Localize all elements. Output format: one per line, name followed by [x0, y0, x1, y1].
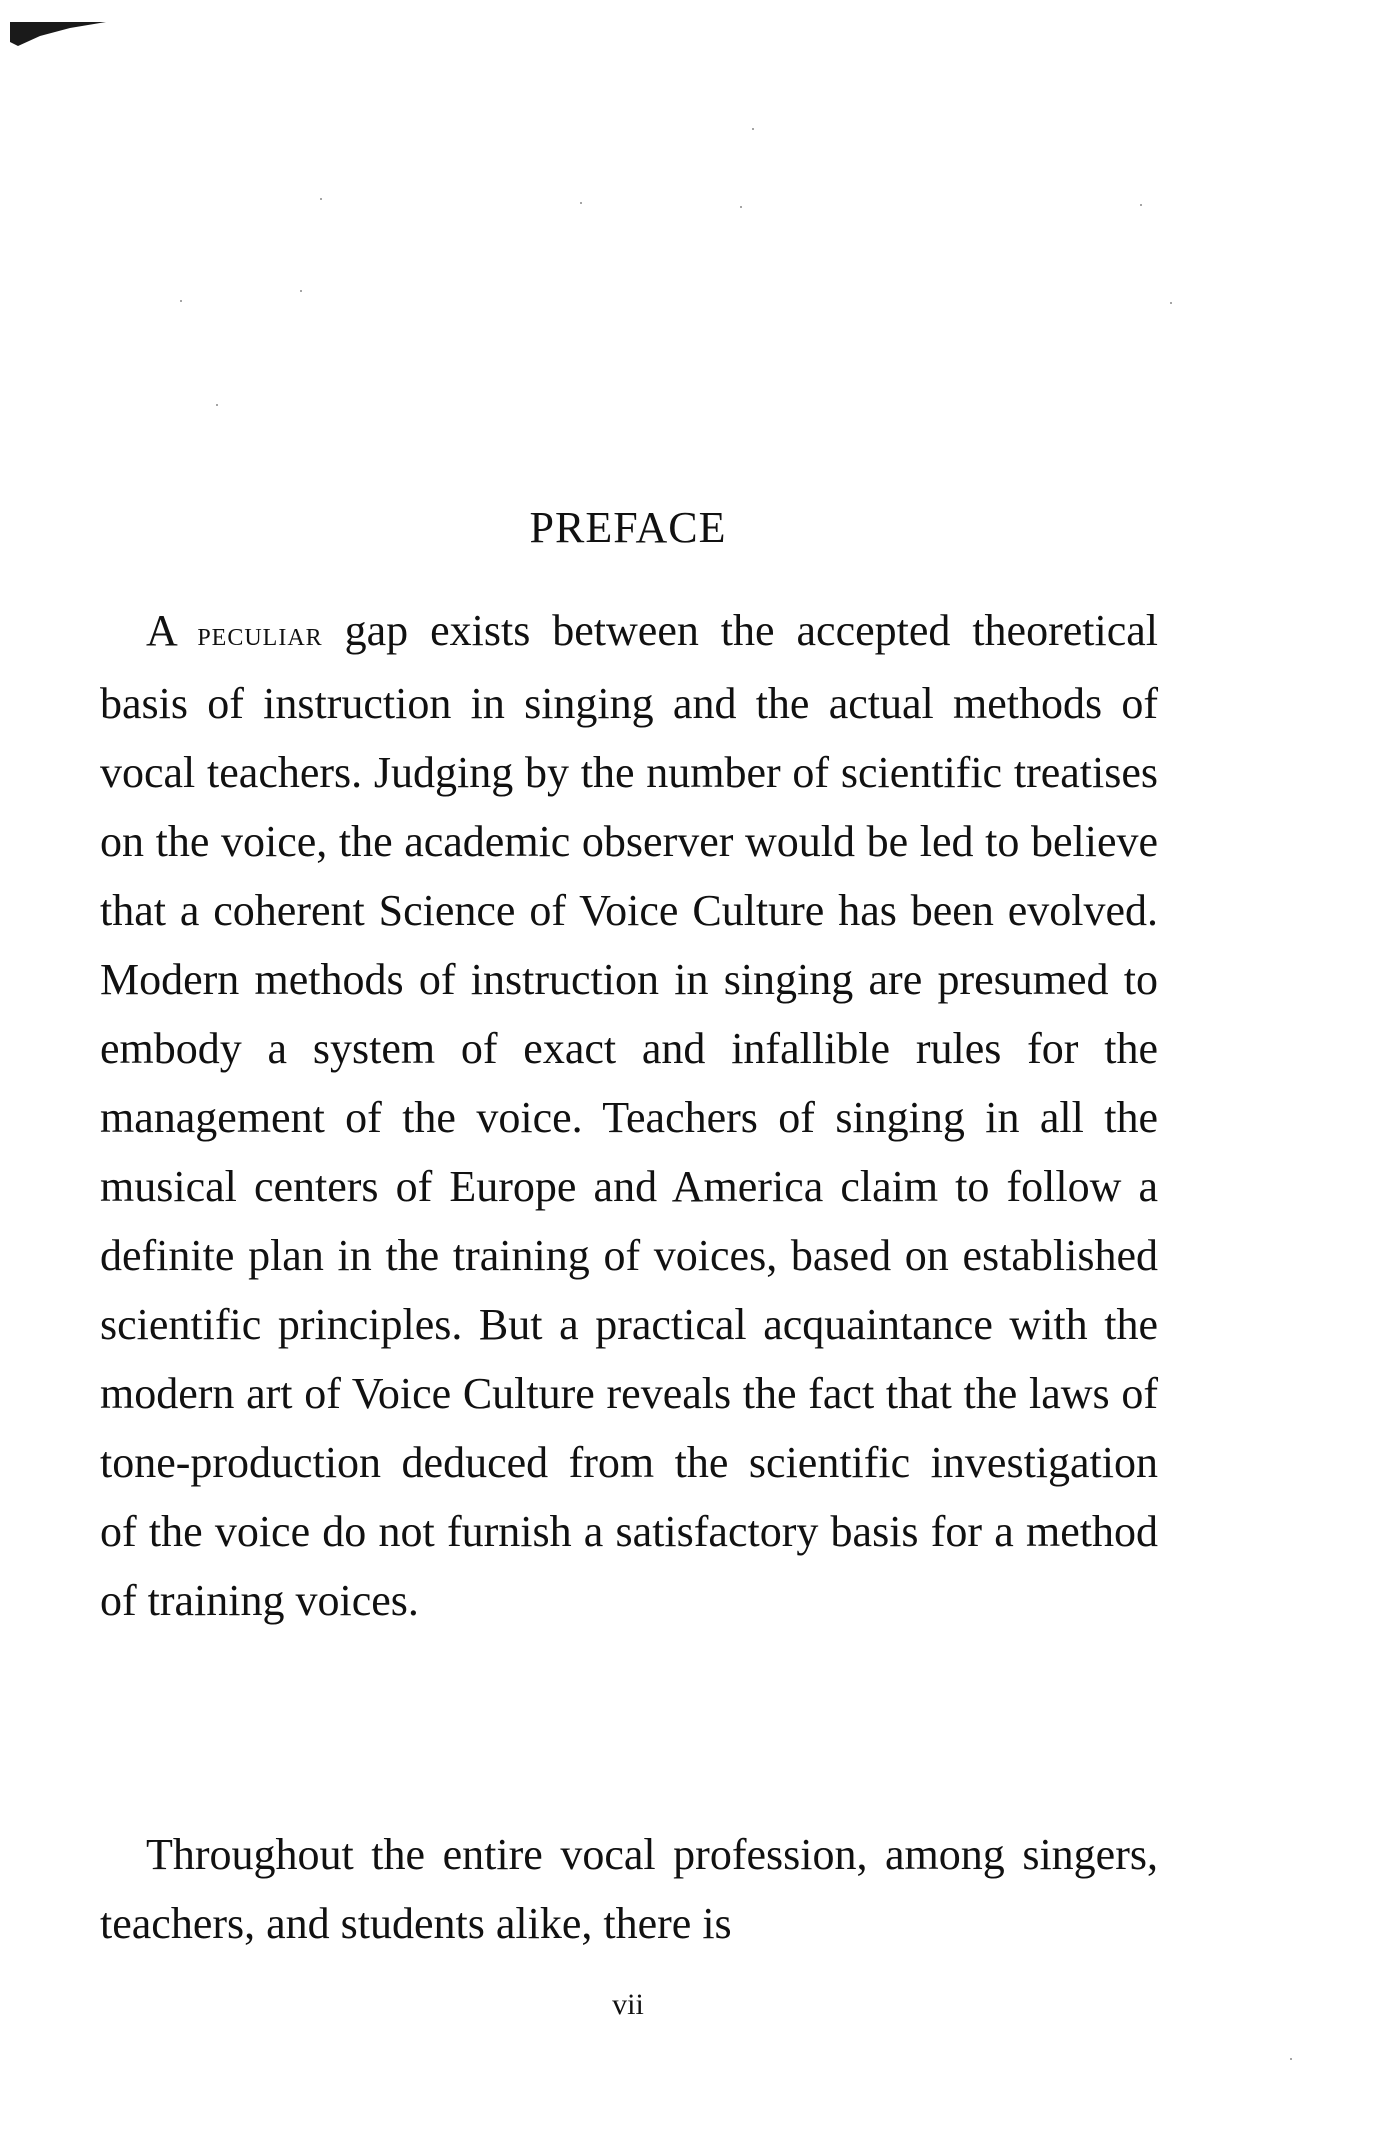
scan-speck	[580, 202, 582, 204]
scan-speck	[180, 300, 182, 302]
scan-speck	[1290, 2058, 1292, 2060]
page-number: vii	[612, 1988, 644, 2021]
preface-paragraph-2	[100, 1820, 1158, 1958]
scan-speck	[1170, 302, 1172, 304]
lead-word: peculiar	[197, 616, 323, 653]
scan-speck	[300, 290, 302, 292]
scan-speck	[216, 404, 218, 406]
preface-paragraph-1	[100, 596, 1158, 1635]
scan-speck	[752, 128, 754, 130]
paragraph-text: Throughout the entire vocal profession, among singers, teachers, and students alike, there is	[100, 1830, 1158, 1948]
scan-speck	[740, 206, 742, 208]
page-corner-mark	[10, 22, 110, 62]
paragraph-text	[100, 596, 1158, 1635]
scan-speck	[1140, 204, 1142, 206]
paragraph-body: gap exists between the accepted theoretical basis of instruction in singing and the actual methods of vocal teachers. Judging by the number of scientific treatises on the voice, the academic observer would be led to believe that a coherent Science of Voice Culture has been evolved. Modern methods of instruction in singing are presumed to embody a system of exact and infallible rules for the management of the voice. Teachers of singing in all the musical centers of Europe and America claim to follow a definite plan in the training of voices, based on established scientific principles. But a practical acquaintance with the modern art of Voice Culture reveals the fact that the laws of tone-production deduced from the scientific investigation of the voice do not furnish a satisfactory basis for a method of training voices.	[100, 606, 1158, 1625]
lead-initial: A	[146, 606, 198, 655]
scan-speck	[320, 198, 322, 200]
page-title: PREFACE	[529, 503, 727, 552]
